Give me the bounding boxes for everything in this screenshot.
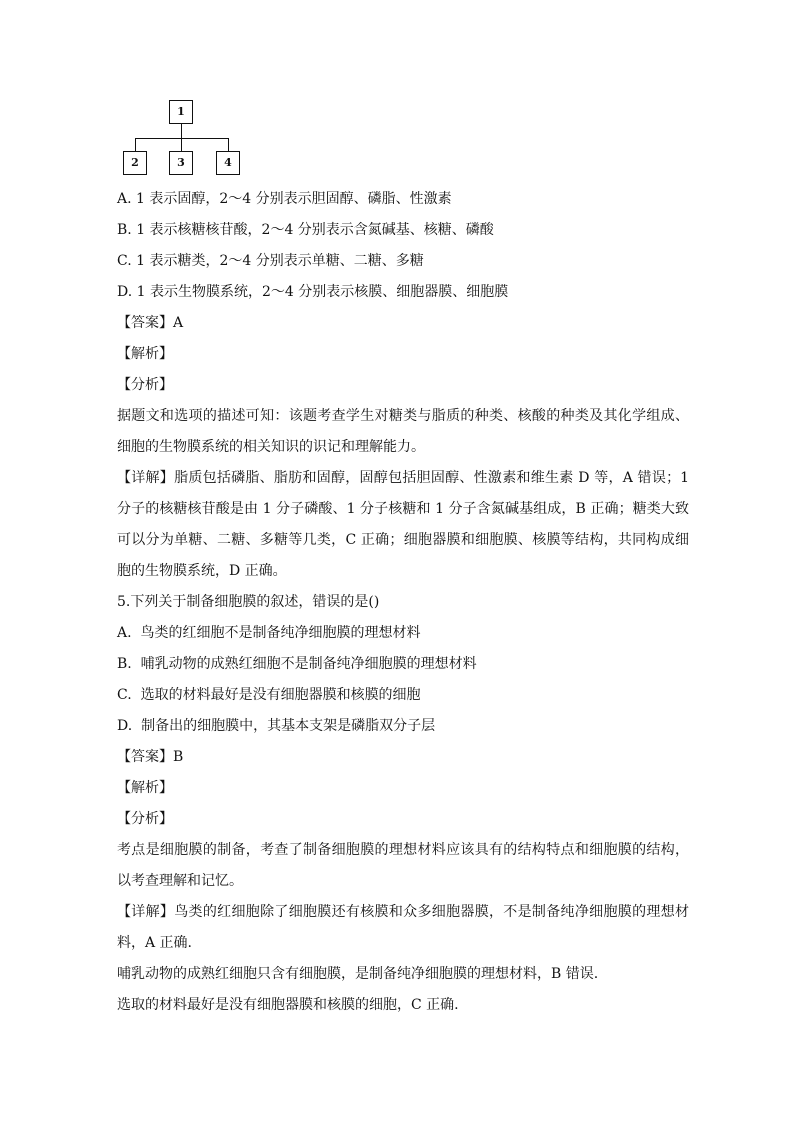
- hierarchy-diagram: [0, 0, 794, 180]
- diagram-branch-line-2: [135, 138, 136, 151]
- q5-option-a: A. 鸟类的红细胞不是制备纯净细胞膜的理想材料: [117, 625, 421, 641]
- q5-answer: 【答案】B: [117, 749, 184, 765]
- q5-jiexi-heading: 【解析】: [117, 780, 173, 796]
- diagram-box-2: 2: [123, 151, 147, 175]
- q5-option-b: B. 哺乳动物的成熟红细胞不是制备纯净细胞膜的理想材料: [117, 656, 477, 672]
- diagram-box-4: 4: [216, 151, 240, 175]
- diagram-horizontal-line: [135, 138, 229, 139]
- diagram-branch-line-4: [228, 138, 229, 151]
- diagram-box-3: 3: [169, 151, 193, 175]
- q5-option-c: C. 选取的材料最好是没有细胞器膜和核膜的细胞: [117, 687, 421, 703]
- document-body: [117, 184, 689, 1021]
- q5-stem: 5.下列关于制备细胞膜的叙述，错误的是(): [117, 594, 380, 610]
- q5-analysis: 考点是细胞膜的制备，考查了制备细胞膜的理想材料应该具有的结构特点和细胞膜的结构，以考查理解和记忆。: [117, 842, 689, 889]
- q4-detail: 【详解】脂质包括磷脂、脂肪和固醇，固醇包括胆固醇、性激素和维生素 D 等，A 错误；1 分子的核糖核苷酸是由 1 分子磷酸、1 分子核糖和 1 分子含氮碱基组成，B 正确；糖类大致可以分为单糖、二糖、多糖等几类，C 正确；细胞器膜和细胞膜、核膜等结构，共同构成细胞的生物膜系统，D 正确。: [117, 470, 689, 579]
- q5-detail-line-2: 哺乳动物的成熟红细胞只含有细胞膜，是制备纯净细胞膜的理想材料，B 错误.: [117, 966, 599, 982]
- q4-jiexi-heading: 【解析】: [117, 346, 173, 362]
- diagram-branch-line-3: [181, 138, 182, 151]
- q4-option-c: C. 1 表示糖类，2～4 分别表示单糖、二糖、多糖: [117, 253, 424, 269]
- q5-fenxi-heading: 【分析】: [117, 811, 173, 827]
- q4-option-d: D. 1 表示生物膜系统，2～4 分别表示核膜、细胞器膜、细胞膜: [117, 284, 509, 300]
- q4-answer: 【答案】A: [117, 315, 184, 331]
- q5-detail-line-3: 选取的材料最好是没有细胞器膜和核膜的细胞，C 正确.: [117, 997, 459, 1013]
- q5-option-d: D. 制备出的细胞膜中，其基本支架是磷脂双分子层: [117, 718, 436, 734]
- q4-analysis: 据题文和选项的描述可知：该题考查学生对糖类与脂质的种类、核酸的种类及其化学组成、细胞的生物膜系统的相关知识的识记和理解能力。: [117, 408, 689, 455]
- q4-fenxi-heading: 【分析】: [117, 377, 173, 393]
- q4-option-a: A. 1 表示固醇，2～4 分别表示胆固醇、磷脂、性激素: [117, 191, 452, 207]
- q4-option-b: B. 1 表示核糖核苷酸，2～4 分别表示含氮碱基、核糖、磷酸: [117, 222, 494, 238]
- q5-detail: 【详解】鸟类的红细胞除了细胞膜还有核膜和众多细胞器膜，不是制备纯净细胞膜的理想材料，A 正确.: [117, 904, 689, 951]
- diagram-stem-line: [181, 124, 182, 138]
- diagram-box-1: 1: [169, 100, 193, 124]
